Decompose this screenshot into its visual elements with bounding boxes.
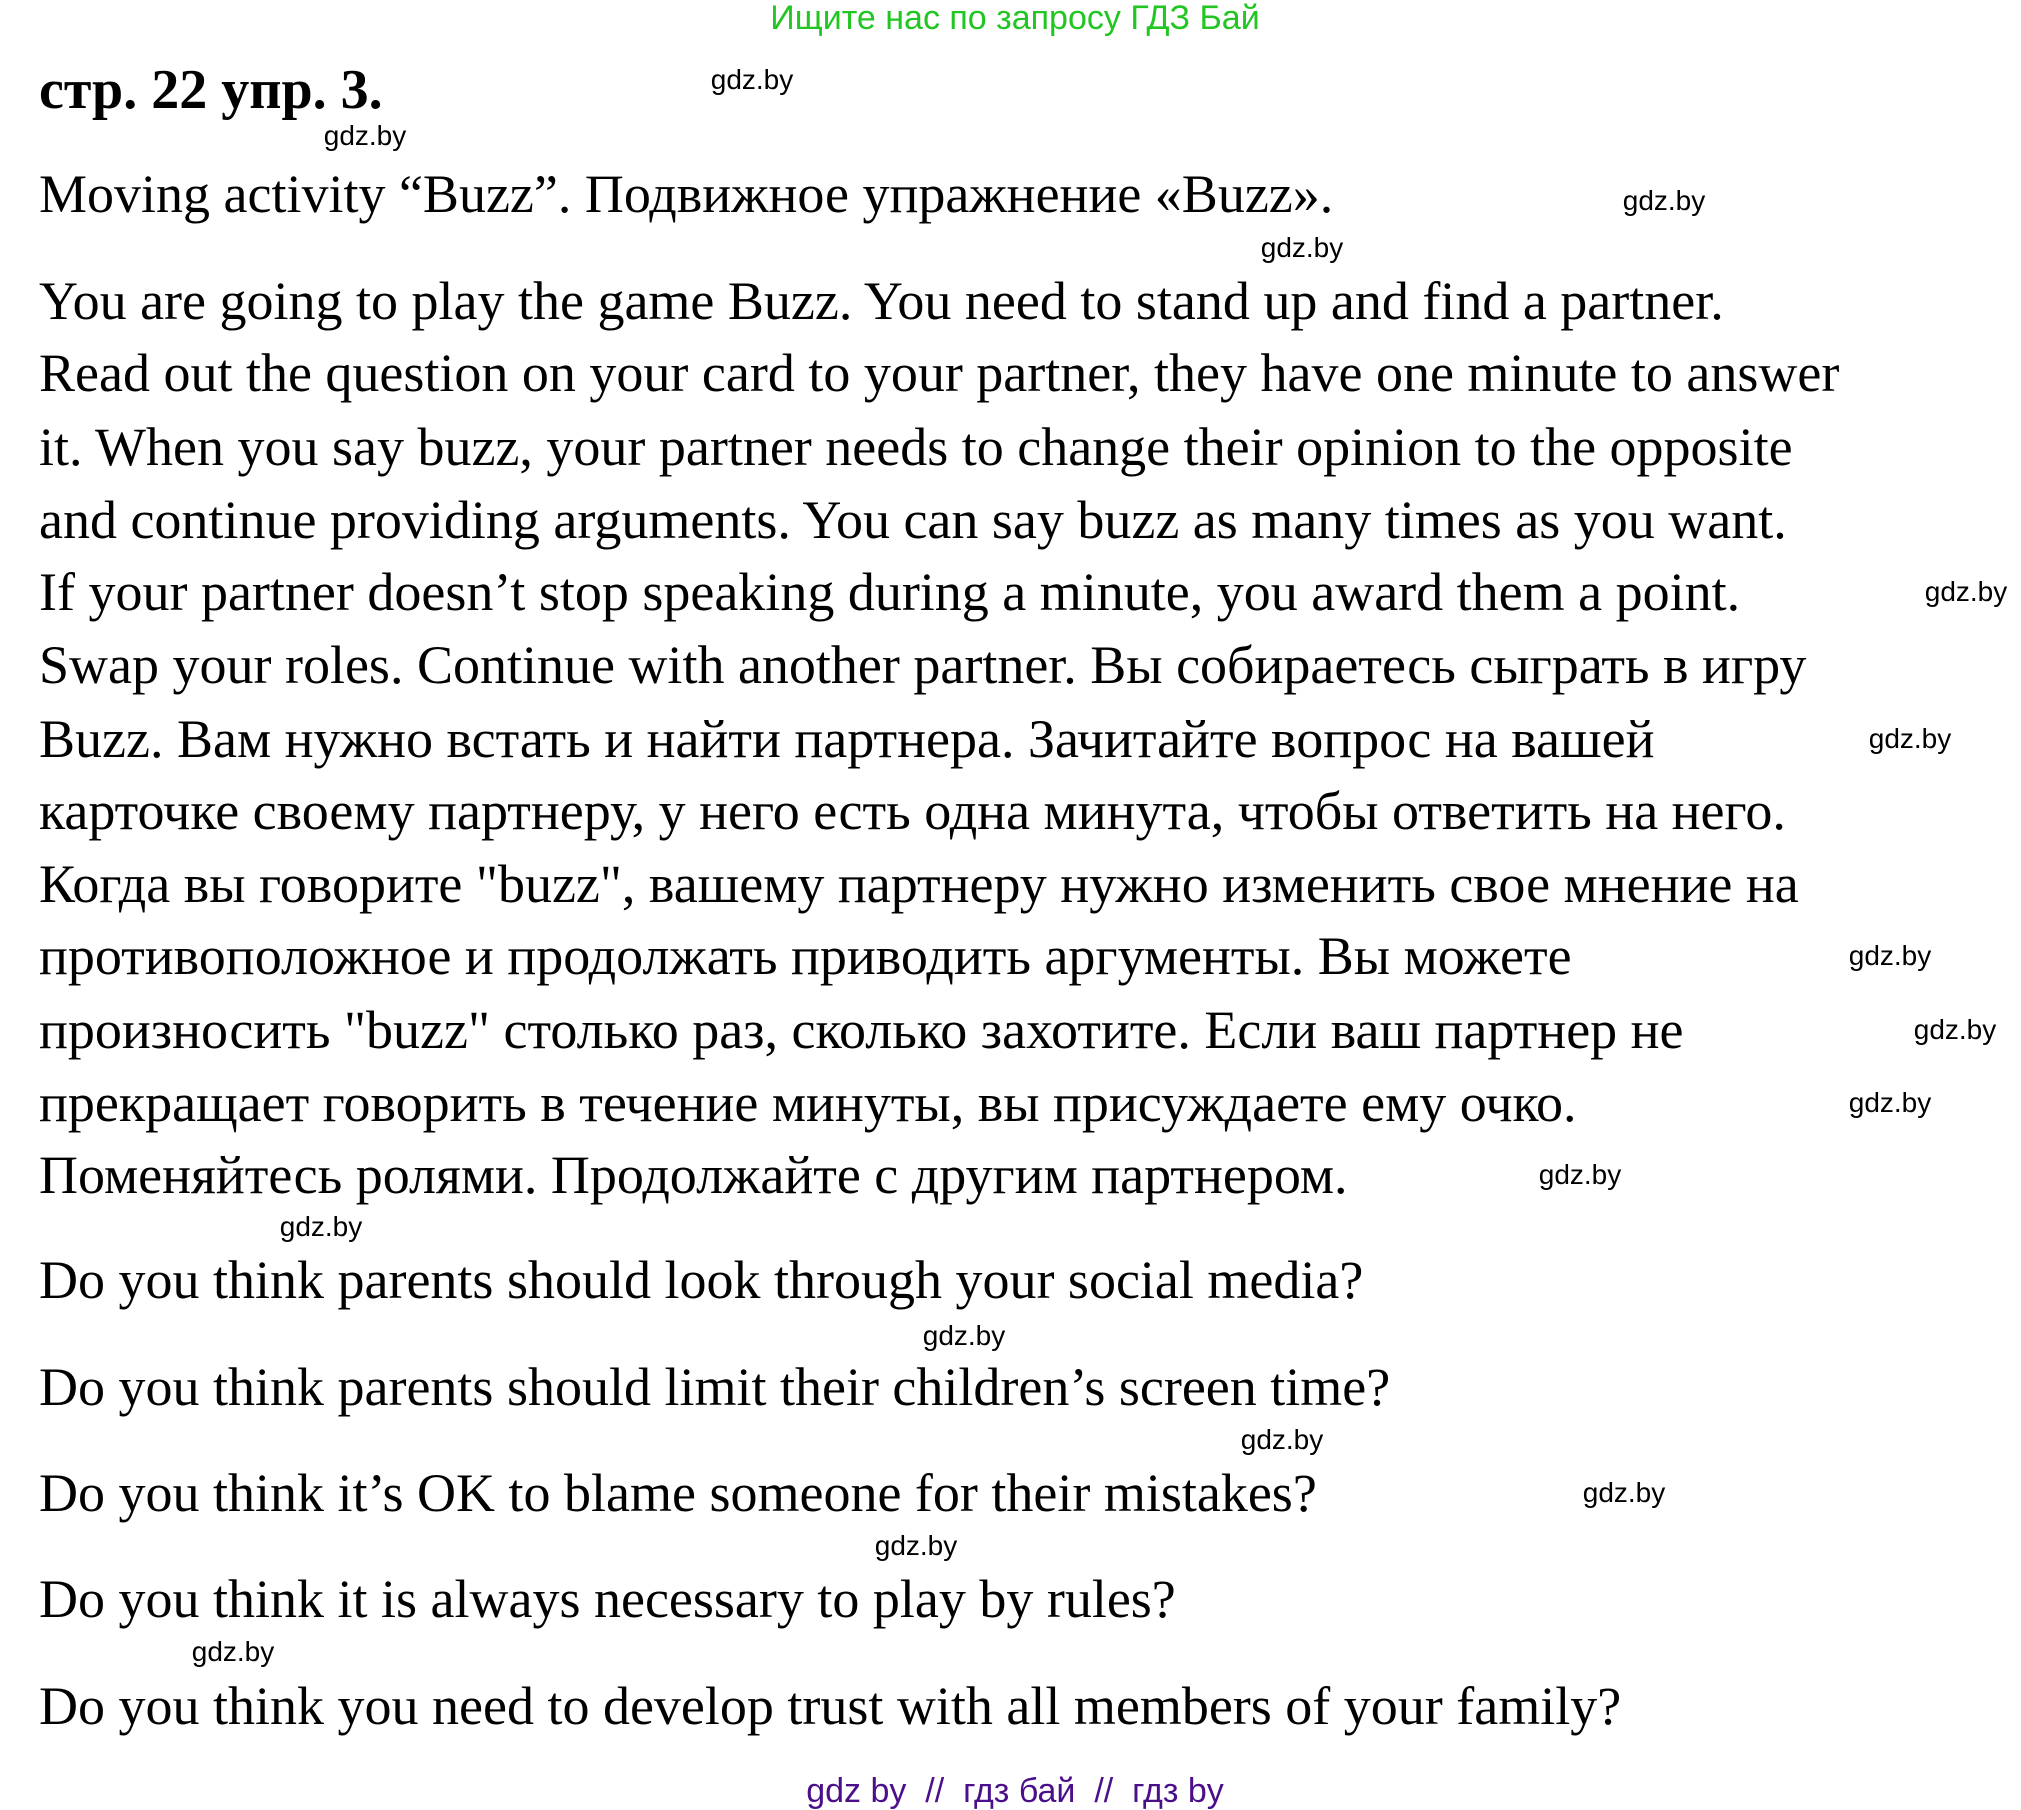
question-line: Do you think you need to develop trust with all members of your family?	[39, 1676, 1622, 1736]
question-line: Do you think parents should look through your social media?	[39, 1250, 1364, 1310]
watermark: gdz.by	[1913, 1014, 1997, 1045]
text-line: Swap your roles. Continue with another partner. Вы собираетесь сыграть в игру	[39, 635, 1807, 695]
watermark: gdz.by	[1538, 1159, 1622, 1190]
watermark: gdz.by	[1848, 940, 1932, 971]
text-line: Поменяйтесь ролями. Продолжайте с другим партнером.	[39, 1145, 1348, 1205]
watermark: gdz.by	[1260, 232, 1344, 263]
question-line: Do you think parents should limit their children’s screen time?	[39, 1357, 1391, 1417]
watermark: gdz.by	[710, 64, 794, 95]
text-line: it. When you say buzz, your partner needs to change their opinion to the opposite	[39, 417, 1793, 477]
watermark: gdz.by	[1622, 185, 1706, 216]
question-line: Do you think it is always necessary to play by rules?	[39, 1569, 1176, 1629]
watermark: gdz.by	[323, 120, 407, 151]
watermark: gdz.by	[1240, 1424, 1324, 1455]
footer-links: gdz by // гдз бай // гдз by	[806, 1772, 1224, 1810]
text-line: карточке своему партнеру, у него есть одна минута, чтобы ответить на него.	[39, 781, 1786, 841]
text-line: Read out the question on your card to your partner, they have one minute to answer	[39, 343, 1840, 403]
search-banner: Ищите нас по запросу ГДЗ Бай	[770, 0, 1260, 37]
watermark: gdz.by	[1848, 1087, 1932, 1118]
watermark: gdz.by	[922, 1320, 1006, 1351]
text-line: If your partner doesn’t stop speaking during a minute, you award them a point.	[39, 562, 1741, 622]
watermark: gdz.by	[1924, 576, 2008, 607]
watermark: gdz.by	[874, 1530, 958, 1561]
text-line: Moving activity “Buzz”. Подвижное упражнение «Buzz».	[39, 164, 1334, 224]
watermark: gdz.by	[191, 1636, 275, 1667]
text-line: прекращает говорить в течение минуты, вы присуждаете ему очко.	[39, 1073, 1577, 1133]
watermark: gdz.by	[279, 1211, 363, 1242]
watermark: gdz.by	[1868, 723, 1952, 754]
text-line: Когда вы говорите "buzz", вашему партнеру нужно изменить свое мнение на	[39, 854, 1799, 914]
page-title: стр. 22 упр. 3.	[39, 59, 383, 121]
watermark: gdz.by	[1582, 1477, 1666, 1508]
question-line: Do you think it’s OK to blame someone for their mistakes?	[39, 1463, 1317, 1523]
text-line: and continue providing arguments. You can say buzz as many times as you want.	[39, 490, 1787, 550]
text-line: Buzz. Вам нужно встать и найти партнера. Зачитайте вопрос на вашей	[39, 709, 1655, 769]
text-line: произносить "buzz" столько раз, сколько захотите. Если ваш партнер не	[39, 1000, 1684, 1060]
text-line: You are going to play the game Buzz. You need to stand up and find a partner.	[39, 271, 1724, 331]
text-line: противоположное и продолжать приводить аргументы. Вы можете	[39, 926, 1572, 986]
